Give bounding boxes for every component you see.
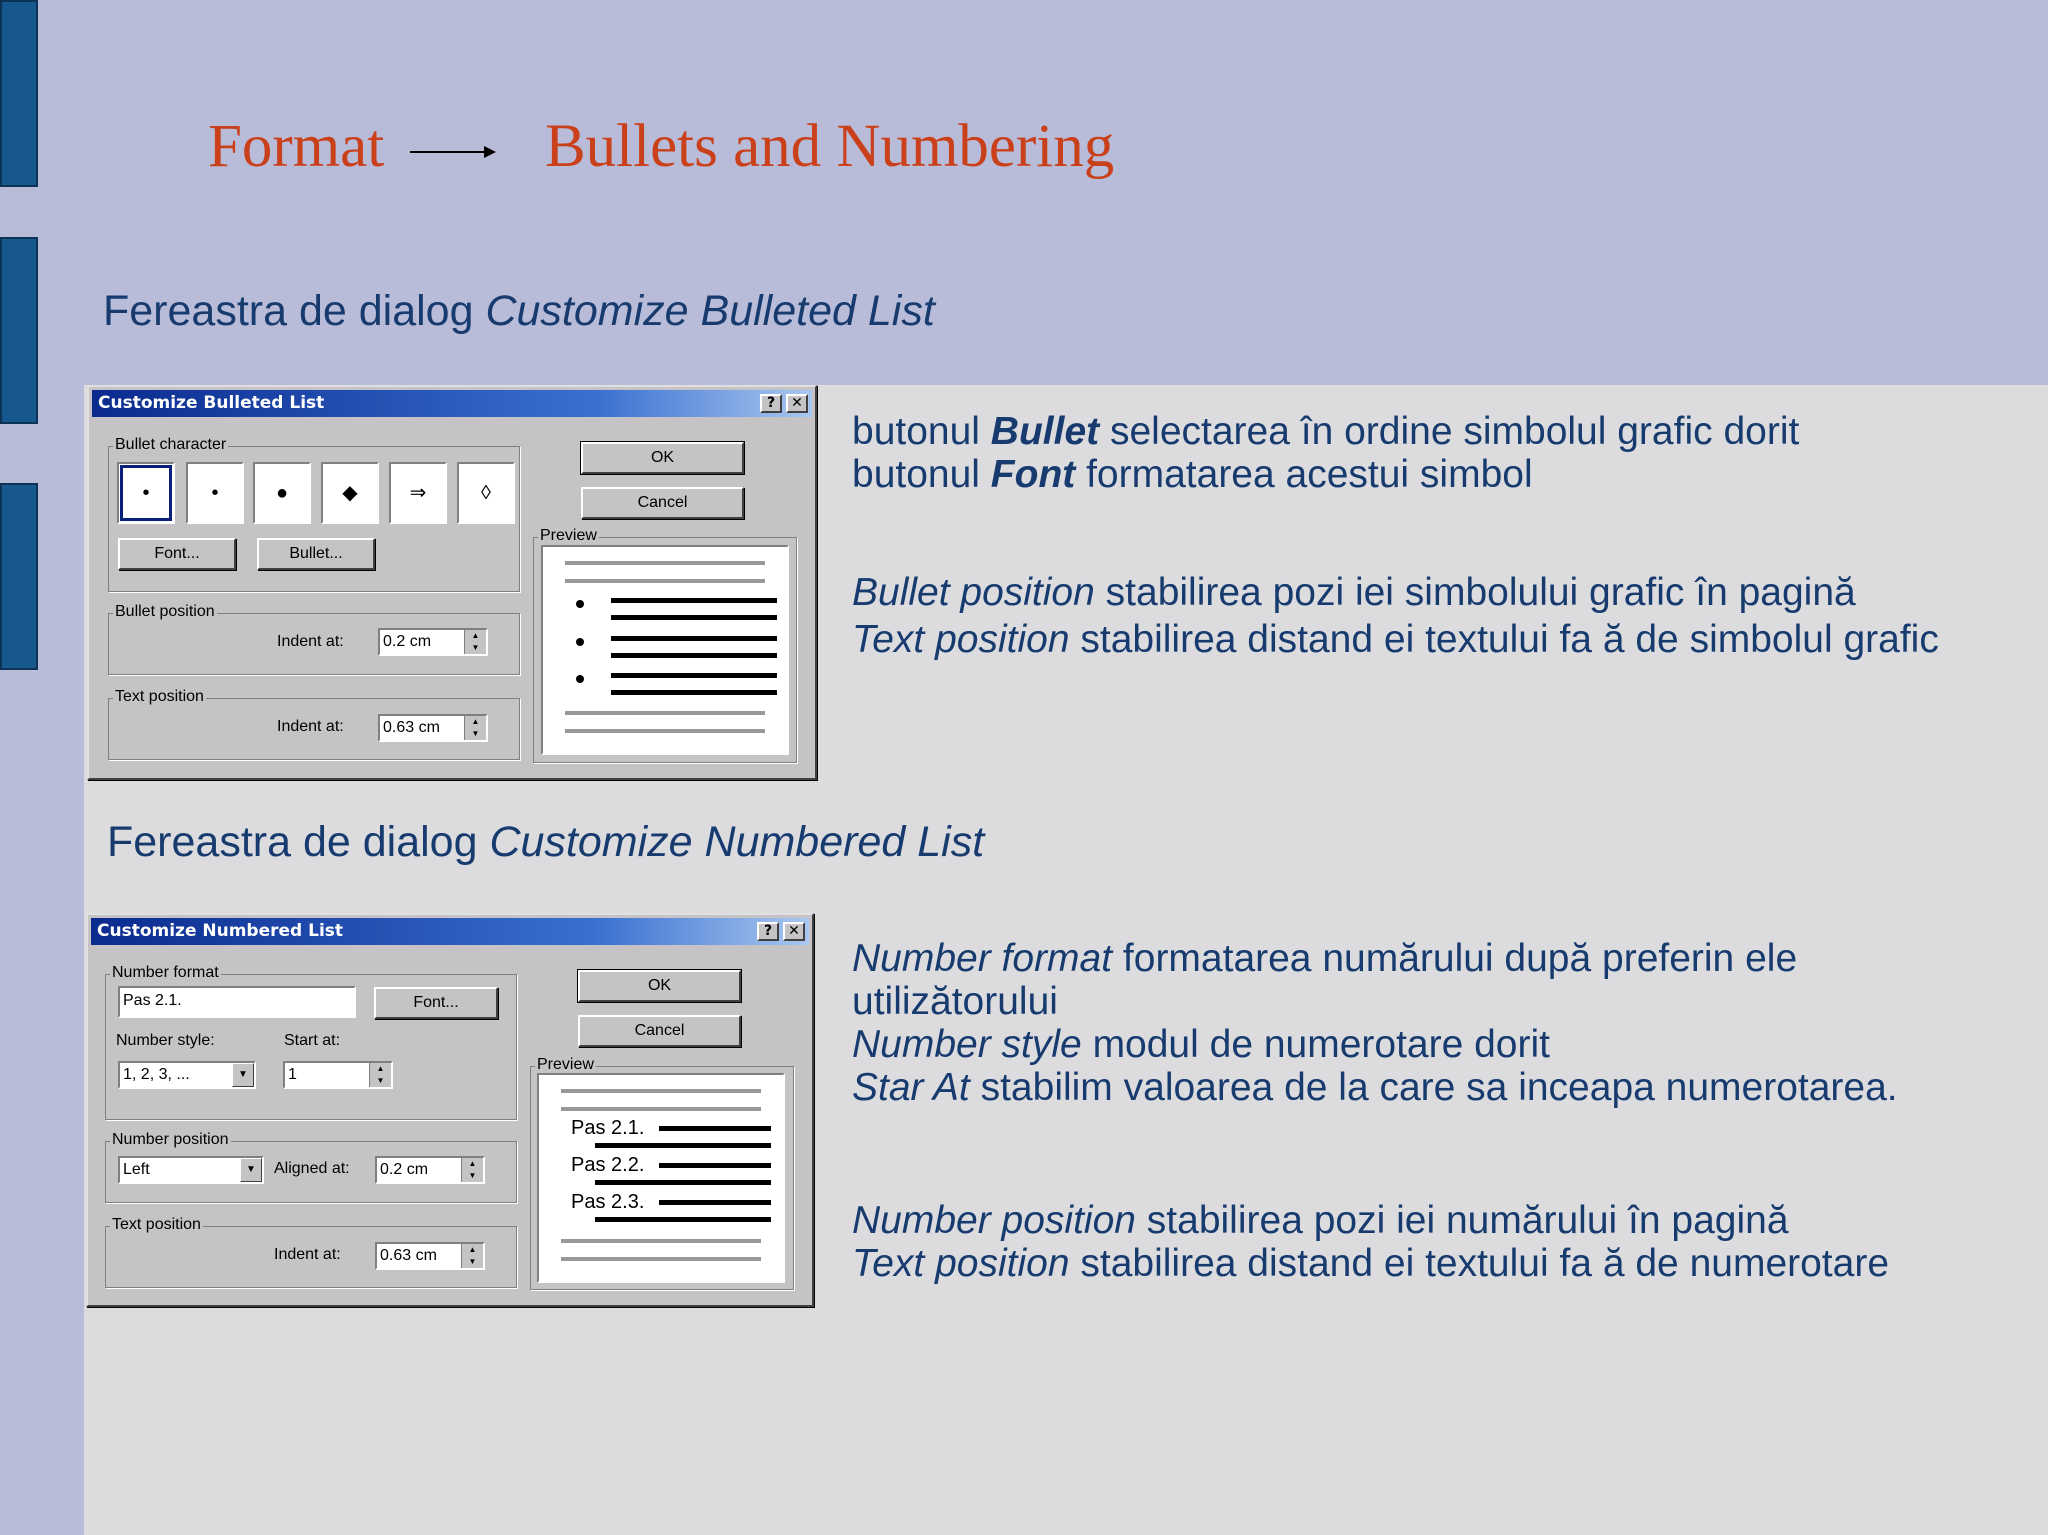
bullet-preview (541, 545, 789, 755)
field-value: 0.2 cm (380, 1161, 429, 1178)
field-value: 0.63 cm (380, 1247, 437, 1264)
desc-bullet-button (852, 410, 1799, 454)
dropdown-arrow-icon[interactable]: ▼ (240, 1158, 262, 1182)
title-format: Format (208, 113, 385, 180)
decorative-bar-bottom (0, 483, 38, 670)
section-heading-numbered (107, 818, 984, 867)
desc-text-position (852, 618, 1939, 662)
desc-emph: Number position (852, 1199, 1136, 1242)
bullet-option-3[interactable]: ● (253, 462, 311, 524)
select-value: Left (123, 1161, 150, 1178)
desc-start-at (852, 1066, 1898, 1110)
section-heading-emph: Customize Bulleted List (485, 287, 935, 335)
font-button[interactable]: Font... (118, 538, 236, 570)
desc-number-format-cont: utilizătorului (852, 980, 1058, 1023)
cancel-button[interactable]: Cancel (578, 1015, 741, 1047)
bullet-indent-field[interactable] (378, 628, 488, 656)
group-label: Text position (112, 1216, 201, 1233)
bullet-option-6[interactable]: ◊ (457, 462, 515, 524)
text-indent-label: Indent at: (277, 718, 344, 735)
bullet-option-1[interactable]: • (117, 462, 175, 524)
decorative-bar-top (0, 0, 38, 187)
ok-button[interactable]: OK (581, 442, 744, 474)
start-at-label: Start at: (284, 1032, 341, 1049)
dialog-title: Customize Bulleted List (98, 393, 325, 413)
group-label: Text position (115, 688, 204, 705)
group-label: Preview (537, 1056, 594, 1073)
title-bullets-numbering: Bullets and Numbering (545, 113, 1115, 180)
bullet-option-2[interactable]: • (186, 462, 244, 524)
dialog-title-bar (91, 918, 809, 945)
text-indent-field[interactable] (378, 714, 488, 742)
preview-item: Pas 2.1. (571, 1117, 645, 1139)
bullet-option-5[interactable]: ⇒ (389, 462, 447, 524)
text-indent-label: Indent at: (274, 1246, 341, 1263)
desc-emph: Star At (852, 1066, 970, 1109)
spinner-icon[interactable]: ▲ ▼ (464, 630, 486, 654)
number-style-label: Number style: (116, 1032, 215, 1049)
text-indent-field[interactable] (375, 1242, 485, 1270)
number-position-select[interactable] (118, 1156, 264, 1184)
desc-text: selectarea în ordine simbolul grafic dorit (1099, 410, 1800, 453)
help-button[interactable]: ? (757, 922, 779, 941)
field-value: 0.2 cm (383, 633, 432, 650)
section-heading-prefix: Fereastra de dialog (103, 287, 486, 335)
aligned-at-field[interactable] (375, 1156, 485, 1184)
select-value: 1, 2, 3, ... (123, 1066, 190, 1083)
field-value: 0.63 cm (383, 719, 440, 736)
section-heading-prefix: Fereastra de dialog (107, 818, 490, 866)
desc-text: stabilirea distand ei textului fa ă de simbolul grafic (1069, 618, 1939, 661)
group-label: Bullet position (115, 603, 215, 620)
desc-emph: Bullet (990, 410, 1100, 453)
desc-number-format (852, 937, 1797, 981)
desc-number-style (852, 1023, 1550, 1067)
field-value: 1 (288, 1066, 297, 1083)
desc-text: stabilim valoarea de la care sa inceapa numerotarea. (969, 1066, 1898, 1109)
desc-text: butonul (852, 453, 991, 496)
number-preview (537, 1073, 785, 1283)
section-heading-emph: Customize Numbered List (489, 818, 985, 866)
bullet-button[interactable]: Bullet... (257, 538, 375, 570)
group-label: Bullet character (115, 436, 227, 453)
preview-item: Pas 2.2. (571, 1154, 645, 1176)
section-heading-bulleted (103, 287, 935, 336)
desc-text: modul de numerotare dorit (1081, 1023, 1550, 1066)
number-style-select[interactable] (118, 1061, 256, 1089)
spinner-icon[interactable]: ▲ ▼ (461, 1244, 483, 1268)
group-label: Preview (540, 527, 597, 544)
desc-text: stabilirea distand ei textului fa ă de numerotare (1069, 1242, 1890, 1285)
spinner-icon[interactable]: ▲ ▼ (369, 1063, 391, 1087)
font-button[interactable]: Font... (374, 987, 498, 1019)
close-button[interactable]: ✕ (786, 394, 808, 413)
desc-font-button (852, 453, 1533, 497)
desc-bullet-position (852, 571, 1856, 615)
spinner-icon[interactable]: ▲ ▼ (461, 1158, 483, 1182)
dialog-title-bar (92, 390, 812, 417)
bullet-option-4[interactable]: ◆ (321, 462, 379, 524)
group-label: Number format (112, 964, 219, 981)
desc-number-position (852, 1199, 1789, 1243)
decorative-bar-middle (0, 237, 38, 424)
desc-emph: Text position (852, 1242, 1070, 1285)
desc-emph: Number format (852, 937, 1113, 980)
desc-text-position (852, 1242, 1889, 1286)
desc-text: stabilirea pozi iei simbolului grafic în pagină (1094, 571, 1856, 614)
ok-button[interactable]: OK (578, 970, 741, 1002)
desc-text: butonul (852, 410, 991, 453)
number-format-input[interactable]: Pas 2.1. (118, 986, 356, 1018)
desc-emph: Font (990, 453, 1076, 496)
desc-emph: Number style (852, 1023, 1082, 1066)
desc-text: formatarea numărului după preferin ele (1112, 937, 1798, 980)
group-label: Number position (112, 1131, 229, 1148)
dropdown-arrow-icon[interactable]: ▼ (232, 1063, 254, 1087)
close-button[interactable]: ✕ (783, 922, 805, 941)
desc-text: stabilirea pozi iei numărului în pagină (1135, 1199, 1789, 1242)
cancel-button[interactable]: Cancel (581, 487, 744, 519)
desc-emph: Bullet position (852, 571, 1095, 614)
dialog-title: Customize Numbered List (97, 921, 344, 941)
desc-text: formatarea acestui simbol (1075, 453, 1533, 496)
spinner-icon[interactable]: ▲ ▼ (464, 716, 486, 740)
bullet-indent-label: Indent at: (277, 633, 344, 650)
aligned-at-label: Aligned at: (274, 1160, 350, 1177)
preview-item: Pas 2.3. (571, 1191, 645, 1213)
right-arrow-icon (408, 144, 498, 160)
desc-emph: Text position (852, 618, 1070, 661)
start-at-field[interactable] (283, 1061, 393, 1089)
help-button[interactable]: ? (760, 394, 782, 413)
